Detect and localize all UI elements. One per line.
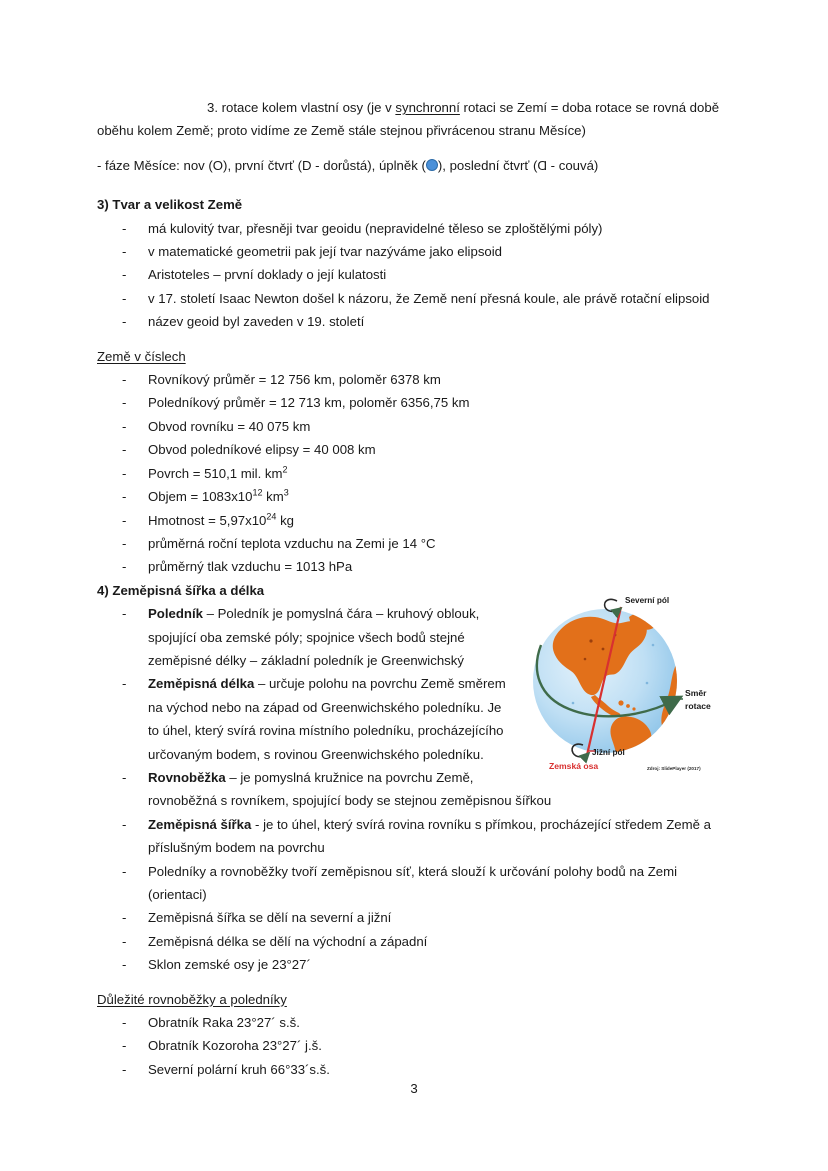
dash-bullet-icon: - [122,957,127,973]
list-item [97,310,731,333]
list-item [97,217,731,240]
list-item-term: Rovnoběžka [148,769,226,785]
dash-bullet-icon: - [122,418,127,434]
spacer [97,143,731,154]
list-item [97,555,731,578]
dash-bullet-icon: - [122,535,127,551]
list-item [97,813,731,860]
list-item-term: Zeměpisná šířka [148,816,252,832]
list-item-label: Zeměpisná šířka se dělí na severní a jižní [148,910,392,926]
dash-bullet-icon: - [122,1038,127,1054]
spacer [97,334,731,345]
label-earth-axis: Zemská osa [549,760,599,771]
list-item-label: – je pomyslná kružnice na povrchu Země, rovnoběžná s rovníkem, spojující body se stejnou zeměpisnou šířkou [148,769,552,809]
list-item [97,485,731,508]
dash-bullet-icon: - [122,314,127,330]
list-item-label: Severní polární kruh 66°33´s.š. [148,1061,330,1077]
list-item [97,391,731,414]
list-item [97,532,731,555]
list-item-label: – určuje polohu na povrchu Země směrem na východ nebo na západ od Greenwichského poledníku. Je to úhel, který svírá rovina místního poledníku, procházejícího určovaným bodem, s rovinou Greenwichského poledníku. [148,676,506,762]
list-item-tail: km [262,489,284,505]
label-north-pole: Severní pól [625,595,670,605]
spacer [97,977,731,988]
dash-bullet-icon: - [122,910,127,926]
list-item [97,953,731,976]
list-item-label: průměrný tlak vzduchu = 1013 hPa [148,559,353,575]
heading-section-3: 3) Tvar a velikost Země [97,197,243,213]
list-item-label: - je to úhel, který svírá rovina rovníku s přímkou, procházející středem Země a příslušným bodem na povrchu [148,816,711,856]
paragraph-rotation-underlined: synchronní [395,100,460,115]
list-item-label: Obratník Kozoroha 23°27´ j.š. [148,1038,322,1054]
list-section-3 [97,217,731,334]
list-item-term: Zeměpisná délka [148,676,255,692]
list-item [97,602,731,672]
list-item-superscript: 2 [282,464,288,475]
dash-bullet-icon: - [122,606,127,622]
list-item-label: Zeměpisná délka se dělí na východní a západní [148,933,428,949]
list-item-label: Hmotnost = 5,97x10 [148,512,267,528]
list-item-label: Poledníkový průměr = 12 713 km, poloměr 6356,75 km [148,395,470,411]
figure-source-caption: Zdroj: SlidePlayer (2017) [647,765,701,771]
list-item [97,415,731,438]
dash-bullet-icon: - [122,559,127,575]
list-item [97,766,731,813]
list-item-label: název geoid byl zaveden v 19. století [148,314,365,330]
dash-bullet-icon: - [122,1015,127,1031]
dash-bullet-icon: - [122,267,127,283]
list-item [97,930,731,953]
list-item-superscript: 24 [266,511,277,522]
dash-bullet-icon: - [122,1061,127,1077]
list-item [97,263,731,286]
moon-phases-suffix: ), poslední čtvrť (Ɑ - couvá) [437,157,599,173]
page-content [97,96,731,1081]
list-item-label: Poledníky a rovnoběžky tvoří zeměpisnou síť, která slouží k určování polohy bodů na Zemi (orientaci) [148,863,678,902]
heading-earth-numbers: Země v číslech [97,348,186,364]
list-item-label: Povrch = 510,1 mil. km [148,465,283,481]
list-item-label: – Poledník je pomyslná čára – kruhový oblouk, spojující oba zemské póly; spojnice všech bodů stejné zeměpisné délky – základní poledník je Greenwichský [148,606,480,668]
list-item-label: v 17. století Isaac Newton došel k názoru, že Země není přesná koule, ale právě rotační elipsoid [148,290,710,306]
list-item-label: průměrná roční teplota vzduchu na Zemi je 14 °C [148,535,436,551]
moon-phases-prefix: - fáze Měsíce: nov (O), první čtvrť (D - dorůstá), úplněk ( [97,157,426,173]
list-item-label: Obvod poledníkové elipsy = 40 008 km [148,442,376,458]
list-item-label: Obvod rovníku = 40 075 km [148,418,311,434]
list-item [97,509,731,532]
list-item-label: Aristoteles – první doklady o její kulatosti [148,267,387,283]
list-item-label: v matematické geometrii pak její tvar nazýváme jako elipsoid [148,244,503,260]
list-item-label: Objem = 1083x10 [148,489,253,505]
heading-important-lines: Důležité rovnoběžky a poledníky [97,991,287,1007]
list-item [97,368,731,391]
list-section-4 [97,602,731,977]
dash-bullet-icon: - [122,816,127,832]
list-item-label: má kulovitý tvar, přesněji tvar geoidu (nepravidelné těleso se zploštělými póly) [148,220,603,236]
dash-bullet-icon: - [122,290,127,306]
dash-bullet-icon: - [122,465,127,481]
list-item [97,1058,731,1081]
list-item [97,287,731,310]
list-item [97,1011,731,1034]
list-item-superscript: 12 [252,487,263,498]
dash-bullet-icon: - [122,933,127,949]
paragraph-rotation-suffix: rotaci se Zemí = doba rotace se rovná době oběhu kolem Země; proto vidíme ze Země stále stejnou přivrácenou stranu Měsíce) [97,100,720,139]
label-rotation-direction-line1: Směr [685,687,707,698]
full-moon-icon [426,159,438,171]
heading-important-lines-wrapper [97,988,731,1011]
list-item-term: Poledník [148,606,203,622]
spacer [97,177,731,193]
dash-bullet-icon: - [122,220,127,236]
list-item [97,240,731,263]
paragraph-moon-phases [97,154,731,177]
dash-bullet-icon: - [122,512,127,528]
list-item [97,860,731,907]
dash-bullet-icon: - [122,395,127,411]
label-rotation-direction-line2: rotace [685,700,711,711]
list-earth-numbers [97,368,731,579]
dash-bullet-icon: - [122,372,127,388]
heading-earth-numbers-wrapper [97,345,731,368]
list-item-label: Rovníkový průměr = 12 756 km, poloměr 6378 km [148,372,441,388]
paragraph-rotation-prefix: 3. rotace kolem vlastní osy (je v [207,100,396,115]
page-number: 3 [410,1081,418,1096]
list-item [97,1034,731,1057]
dash-bullet-icon: - [122,489,127,505]
list-item-label: Obratník Raka 23°27´ s.š. [148,1015,300,1031]
list-important-lines [97,1011,731,1081]
dash-bullet-icon: - [122,244,127,260]
list-item [97,462,731,485]
paragraph-rotation [97,96,731,143]
list-item-superscript-2: 3 [283,487,289,498]
dash-bullet-icon: - [122,769,127,785]
list-item [97,906,731,929]
list-item [97,438,731,461]
dash-bullet-icon: - [122,442,127,458]
dash-bullet-icon: - [122,676,127,692]
list-item [97,672,731,766]
label-south-pole: Jižní pól [592,747,625,757]
list-item-tail: kg [276,512,295,528]
list-item-label: Sklon zemské osy je 23°27´ [148,957,311,973]
heading-section-4: 4) Zeměpisná šířka a délka [97,582,265,598]
dash-bullet-icon: - [122,863,127,879]
